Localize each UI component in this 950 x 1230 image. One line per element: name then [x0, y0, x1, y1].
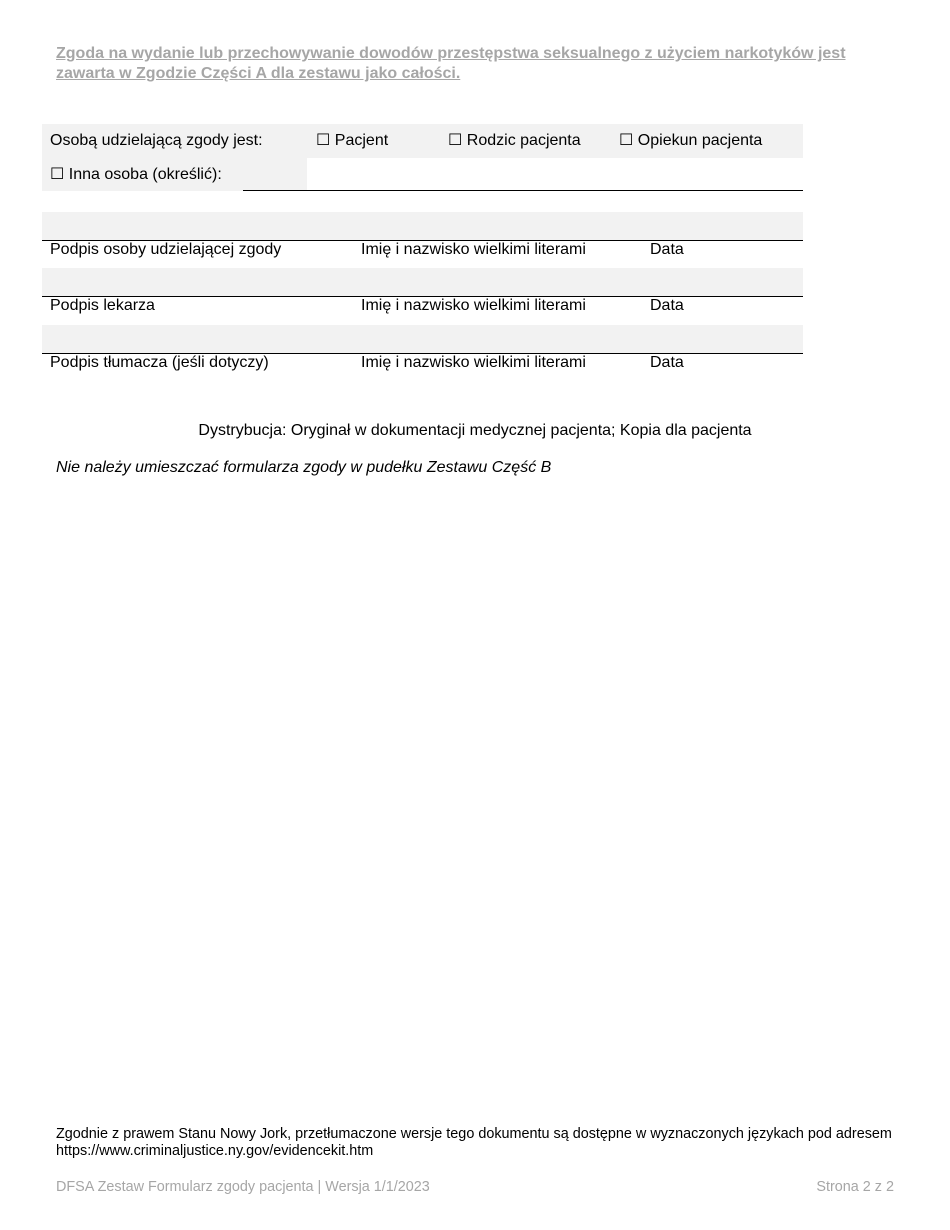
other-person-field-line — [243, 190, 803, 191]
checkbox-icon[interactable]: ☐ — [448, 132, 463, 149]
option-patient-guardian-label: Opiekun pacjenta — [637, 132, 763, 149]
option-other-person[interactable] — [50, 165, 222, 185]
date-label: Data — [650, 241, 684, 258]
signature-field[interactable] — [42, 325, 803, 353]
checkbox-icon[interactable]: ☐ — [316, 132, 331, 149]
signature-field[interactable] — [42, 212, 803, 240]
kit-box-note: Nie należy umieszczać formularza zgody w pudełku Zestawu Część B — [56, 459, 552, 476]
footer-form-version: DFSA Zestaw Formularz zgody pacjenta | Wersja 1/1/2023 — [56, 1179, 430, 1195]
signature-label: Podpis osoby udzielającej zgody — [50, 241, 282, 258]
page-number: Strona 2 z 2 — [816, 1179, 894, 1195]
option-patient[interactable] — [316, 131, 388, 151]
consent-person-label: Osobą udzielającą zgody jest: — [50, 132, 263, 149]
signature-label: Podpis lekarza — [50, 297, 155, 314]
signature-field[interactable] — [42, 268, 803, 296]
checkbox-icon[interactable]: ☐ — [50, 166, 65, 183]
option-other-person-label: Inna osoba (określić): — [68, 166, 222, 183]
consent-notice: Zgoda na wydanie lub przechowywanie dowodów przestępstwa seksualnego z użyciem narkotyków jest zawarta w Zgodzie Części A dla zestawu jako całości. — [56, 45, 846, 82]
translation-law-notice: Zgodnie z prawem Stanu Nowy Jork, przetłumaczone wersje tego dokumentu są dostępne w wyznaczonych językach pod adresem https://www.criminaljustice.ny.gov/evidencekit.htm — [56, 1126, 892, 1159]
option-patient-parent[interactable] — [448, 131, 581, 151]
option-patient-guardian[interactable] — [619, 131, 762, 151]
option-patient-parent-label: Rodzic pacjenta — [466, 132, 581, 149]
printed-name-label: Imię i nazwisko wielkimi literami — [361, 241, 586, 258]
distribution-note: Dystrybucja: Oryginał w dokumentacji medycznej pacjenta; Kopia dla pacjenta — [198, 422, 752, 439]
signature-label: Podpis tłumacza (jeśli dotyczy) — [50, 354, 269, 371]
printed-name-label: Imię i nazwisko wielkimi literami — [361, 354, 586, 371]
other-person-field[interactable] — [245, 165, 801, 189]
date-label: Data — [650, 354, 684, 371]
date-label: Data — [650, 297, 684, 314]
option-patient-label: Pacjent — [334, 132, 389, 149]
printed-name-label: Imię i nazwisko wielkimi literami — [361, 297, 586, 314]
checkbox-icon[interactable]: ☐ — [619, 132, 634, 149]
